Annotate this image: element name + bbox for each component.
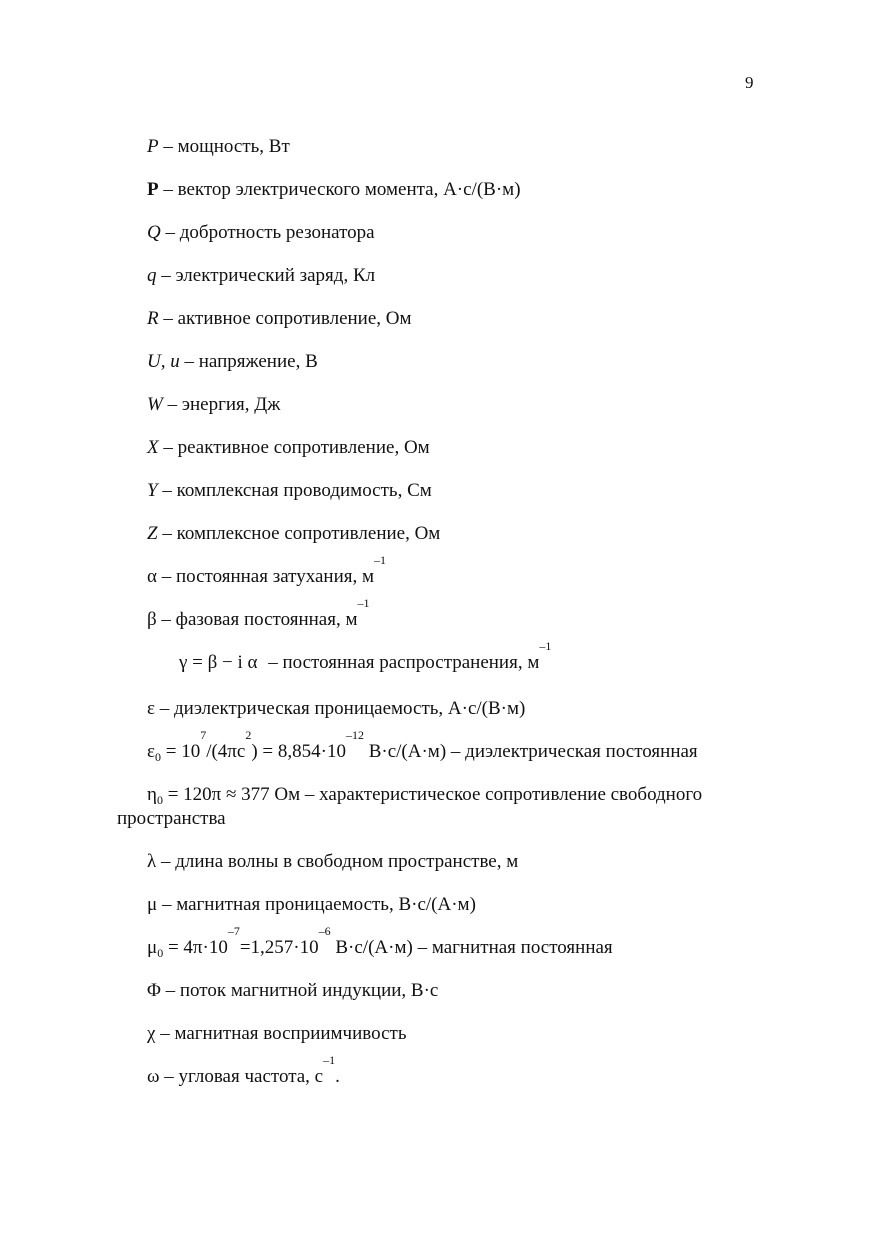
entry-text: – энергия, Дж [162,394,281,415]
entry-voltage [117,350,762,374]
entry-symbol: q [147,265,157,286]
entry-text: – диэлектрическая проницаемость, А·с/(В·м) [154,698,526,719]
entry-charge [117,264,762,288]
entry-text: – комплексное сопротивление, Ом [157,523,441,544]
entry-symbol: μ [147,894,158,915]
entry-text-part: В·с/(А·м) – магнитная постоянная [330,937,613,958]
entry-symbol: W [147,394,163,415]
entry-text: – угловая частота, с [159,1066,324,1087]
entry-quality-factor [117,221,762,245]
entry-free-space-impedance [117,783,762,831]
entry-angular-frequency [117,1053,762,1089]
entry-text: – фазовая постоянная, м [156,609,358,630]
entry-vacuum-permittivity [117,728,762,764]
entry-susceptibility [117,1022,762,1046]
entry-text: – мощность, Вт [158,136,290,157]
entry-tail: . [335,1066,340,1087]
entry-permittivity [117,697,762,721]
entry-superscript: –1 [374,553,387,567]
entry-superscript: –1 [357,596,370,610]
notation-list [117,116,762,1106]
entry-text: – магнитная восприимчивость [155,1023,407,1044]
entry-text: = 120π ≈ 377 Ом – характеристическое сопротивление свободного пространства [117,784,703,829]
entry-text-part: ) = 8,854·10 [251,741,346,762]
entry-text: – постоянная затухания, м [156,566,375,587]
entry-text: – вектор электрического момента, А·с/(В·м) [158,179,521,200]
entry-symbol: Z [147,523,158,544]
entry-electric-moment [117,178,762,202]
entry-vacuum-permeability [117,924,762,960]
entry-symbol: α [147,566,157,587]
entry-text: – магнитная проницаемость, В·с/(А·м) [157,894,476,915]
entry-symbol: P [147,136,159,157]
entry-text-part: = 10 [160,741,201,762]
entry-symbol: P [147,179,159,200]
entry-text: – активное сопротивление, Ом [158,308,412,329]
entry-superscript: –1 [539,639,552,653]
entry-text: – добротность резонатора [160,222,375,243]
entry-symbol: Φ [147,980,161,1001]
entry-magnetic-flux [117,979,762,1003]
entry-phase-constant [117,596,762,632]
entry-subscript: 0 [156,793,163,807]
entry-symbol: R [147,308,159,329]
entry-symbol: Q [147,222,161,243]
entry-superscript: –1 [323,1053,336,1067]
entry-power [117,135,762,159]
entry-text-part: = 4π·10 [163,937,228,958]
entry-text: – длина волны в свободном пространстве, м [156,851,519,872]
entry-text: – напряжение, В [179,351,318,372]
entry-symbol: ε [147,698,155,719]
entry-energy [117,393,762,417]
entry-reactance [117,436,762,460]
entry-symbol: Y [147,480,158,501]
entry-text: – реактивное сопротивление, Ом [158,437,430,458]
entry-text: – поток магнитной индукции, В·с [160,980,439,1001]
page-number: 9 [745,73,754,92]
entry-symbol: β [147,609,157,630]
entry-symbol: ε [147,741,155,762]
entry-text: – постоянная распространения, м [263,652,540,673]
entry-symbol: λ [147,851,157,872]
entry-symbol: ω [147,1066,160,1087]
entry-wavelength [117,850,762,874]
entry-superscript: –7 [227,924,240,938]
entry-text: – комплексная проводимость, См [157,480,432,501]
entry-admittance [117,479,762,503]
entry-resistance [117,307,762,331]
entry-attenuation [117,553,762,589]
entry-superscript: 2 [245,728,252,742]
entry-symbol: U, u [147,351,180,372]
entry-formula: γ = β − i α [179,652,258,673]
entry-superscript: 7 [200,728,207,742]
entry-superscript: –6 [318,924,331,938]
entry-text: – электрический заряд, Кл [156,265,376,286]
entry-subscript: 0 [154,750,161,764]
entry-symbol: χ [147,1023,156,1044]
entry-symbol: μ [147,937,158,958]
entry-impedance [117,522,762,546]
entry-text-part: В·с/(А·м) – диэлектрическая постоянная [363,741,698,762]
entry-permeability [117,893,762,917]
entry-text-part: =1,257·10 [239,937,319,958]
entry-symbol: X [147,437,159,458]
entry-text-part: /(4πc [206,741,246,762]
entry-propagation-constant [117,639,762,675]
entry-subscript: 0 [157,946,164,960]
entry-superscript: –12 [345,728,364,742]
entry-symbol: η [147,784,157,805]
